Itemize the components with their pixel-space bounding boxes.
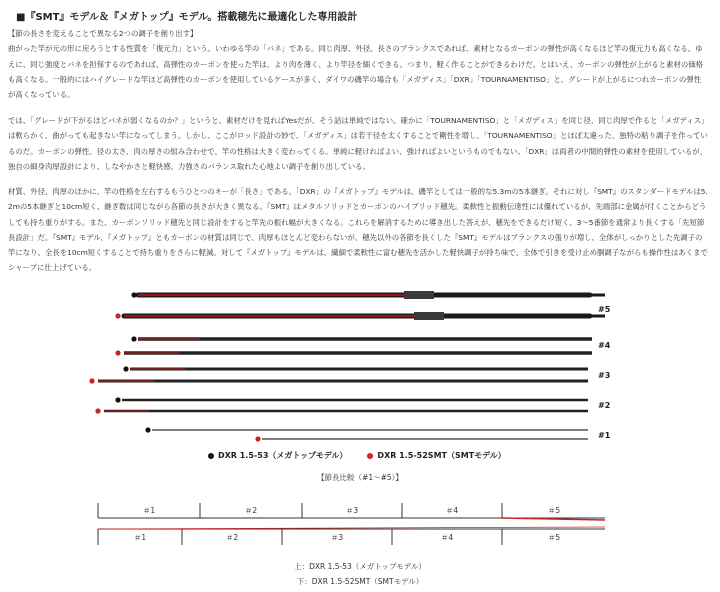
section-length-bars: [0, 495, 720, 555]
bottom-caption-bottom: 下：DXR 1.5-52SMT（SMTモデル）: [296, 577, 424, 586]
rod-3-meg-dot: [123, 366, 128, 371]
legend-label-smt: DXR 1.5-52SMT（SMTモデル）: [377, 451, 506, 460]
bar-bottom-seg-2: ＃2: [225, 533, 239, 542]
bar-top-seg-4: ＃4: [445, 506, 459, 515]
rod-label-5: #5: [598, 305, 611, 314]
rod-3-smt-dot: [89, 378, 94, 383]
bar-bottom-seg-1: ＃1: [133, 533, 147, 542]
rod-1-meg-dot: [145, 427, 150, 432]
bar-bottom-seg-5: ＃5: [547, 533, 561, 542]
legend-label-megatop: DXR 1.5-53（メガトップモデル）: [218, 451, 348, 460]
rod-4-smt-dot: [115, 350, 120, 355]
rod-5-meg: [138, 291, 605, 299]
rod-5-smt-dot: [115, 313, 120, 318]
section-1: [8, 26, 708, 102]
compare-caption: 【節長比較（#1〜#5）】: [317, 473, 403, 482]
section-1-body: 曲がった竿が元の形に戻ろうとする性質を「復元力」という。いわゆる竿の「バネ」である。同じ肉厚、外径、長さのブランクスであれば、素材となるカーボンの弾性が高くなるほど竿の復元力も高くなる。ゆえに、同じ強度とバネを担保するのであれば、高弾性のカーボンを使った竿は、より肉を薄く、より竿径を細くできる。つまり、軽く作ることができるわけだ。とはいえ、カーボンの弾性が上がると素材の価格も高くなる。一般的にはハイグレードな竿ほど高弾性のカーボンを使用しているケースが多く、ダイワの磯竿の場合も「メガディス」「DXR」「TOURNAMENTISO」と、グレードが上がるにつれカーボンの弾性が高くなっている。: [8, 44, 704, 100]
section-2-body: では、「グレードが下がるほどバネが弱くなるのか？」というと、素材だけを見ればYesだが、そう話は単純ではない。確かに「TOURNAMENTISO」と「メガディス」を同じ径、同じ肉厚で作ると「メガディス」は軟らかく、曲がっても起きない竿になってしまう。しかし、ここがロッド設計の妙で、「メガディス」は若干径を太くすることで剛性を増し、「TOURNAMENTISO」とほぼ太違った、独特の粘り調子を作っているのだ。カーボンの弾性、径の太さ、肉の厚さの組み合わせで、竿の性格は大きく変わってくる。単純に軽ければよい、強ければよいというものでもない。「DXR」は両者の中間的弾性の素材を使用しているが、独自の細身肉厚設計により、しなやかさと軽快感、力強さのバランス取れた心地よい調子を創り出している。: [8, 116, 708, 171]
rod-1-smt-dot: [255, 436, 260, 441]
rod-label-2: #2: [598, 401, 611, 410]
rod-5-smt: [124, 312, 605, 320]
rod-4-meg-dot: [131, 336, 136, 341]
bar-top-seg-3: ＃3: [345, 506, 359, 515]
bottom-caption-top: 上：DXR 1.5-53（メガトップモデル）: [294, 562, 426, 571]
rod-2-smt-dot: [95, 408, 100, 413]
section-2: [8, 113, 708, 174]
section-3-body: 材質、外径、肉厚のほかに、竿の性格を左右するもうひとつのキーが「長さ」である。「DXR」の『メガトップ』モデルは、磯竿としては一般的な5.3mの5本継ぎ。それに対し『SMT』のスタンダードモデルは5.2mの5本継ぎと10cm短く、継ぎ数は同じながら各節の長さが大きく異なる。『SMT』はメタルソリッドとカーボンのハイブリッド穂先。柔軟性と振動伝達性には優れているが、先端部に金属が付くことからどうしても持ち重りがする。また、カーボンソリッド穂先と同じ設計をすると竿先の振れ幅が大きくなる。これらを解消するために導き出した答えが、穂先をできるだけ短く、3～5番節を通常より長くする「先短節長設計」だ。『SMT』モデル、『メガトップ』ともカーボンの材質は同じで、肉厚もほとんど変わらないが、穂先以外の各節を長くした『SMT』モデルはブランクスの張りが増し、全体がしっかりとした先調子の竿になり、全長を10cm短くすることで持ち重りをさらに軽減。対して『メガトップ』モデルは、繊細で柔軟性に富む穂先を活かした軽快調子が持ち味で、全体で引きを受け止め胴調子ながらも操作性はあくまでシャープに仕上げている。: [8, 187, 708, 273]
page-heading: ■『SMT』モデル＆『メガトップ』モデル。搭載穂先に最適化した専用設計: [16, 12, 358, 23]
rod-label-4: #4: [598, 341, 611, 350]
bar-top-seg-1: ＃1: [142, 506, 156, 515]
rod-5-meg-dot: [131, 292, 136, 297]
legend-dot-megatop: [208, 453, 214, 459]
bar-top-seg-5: ＃5: [547, 506, 561, 515]
rod-legend: [208, 450, 506, 461]
bar-bottom-seg-4: ＃4: [440, 533, 454, 542]
bar-bottom-seg-3: ＃3: [330, 533, 344, 542]
bar-top-seg-2: ＃2: [244, 506, 258, 515]
rod-sections-svg: [0, 285, 720, 445]
section-3: [8, 184, 708, 276]
legend-dot-smt: [367, 453, 373, 459]
rod-2-meg-dot: [115, 397, 120, 402]
section-1-subhead: 【節の長さを変えることで異なる2つの調子を創り出す】: [8, 29, 198, 38]
rod-label-1: #1: [598, 431, 611, 440]
rod-label-3: #3: [598, 371, 611, 380]
